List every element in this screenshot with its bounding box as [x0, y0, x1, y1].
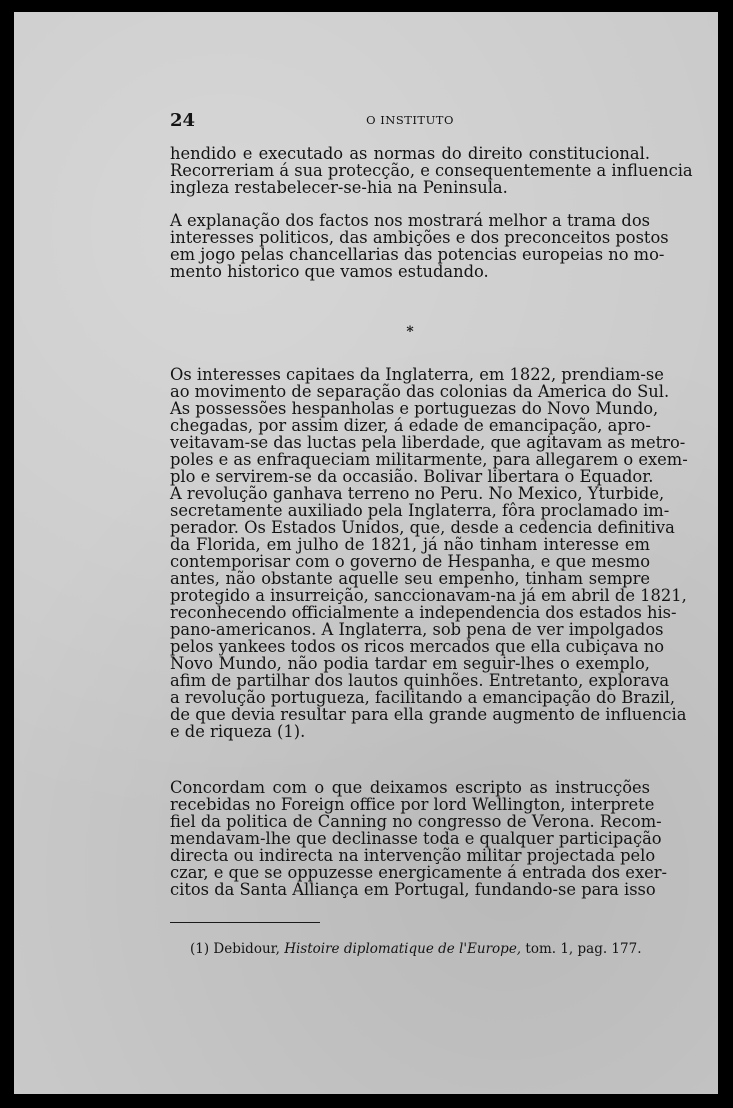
text-line: A explanação dos factos nos mostrará melhor a trama dos	[170, 211, 650, 230]
text-line: citos da Santa Alliança em Portugal, fundando-se para isso	[170, 880, 656, 899]
text-line: Concordam com o que deixamos escripto as instrucções	[170, 778, 650, 797]
text-line: A revolução ganhava terreno no Peru. No Mexico, Yturbide,	[170, 484, 665, 503]
text-line: reconhecendo officialmente a independencia dos estados his-	[170, 603, 677, 622]
footnote-ref: tom. 1, pag. 177.	[521, 941, 642, 957]
paragraph-2	[170, 211, 669, 281]
text-line: pano-americanos. A Inglaterra, sob pena de ver impolgados	[170, 620, 664, 639]
paragraph-4	[170, 778, 668, 899]
text-line: perador. Os Estados Unidos, que, desde a cedencia definitiva	[170, 518, 675, 537]
text-line: a revolução portugueza, facilitando a emancipação do Brazil,	[170, 688, 676, 707]
text-line: plo e servirem-se da occasião. Bolivar libertara o Equador.	[170, 467, 654, 486]
text-line: de que devia resultar para ella grande augmento de influencia	[170, 705, 687, 724]
text-line: chegadas, por assim dizer, á edade de emancipação, apro-	[170, 416, 651, 435]
text-line: ingleza restabelecer-se-hia na Peninsula.	[170, 178, 508, 197]
text-line: czar, e que se oppuzesse energicamente á entrada dos exer-	[170, 863, 668, 882]
text-line: fiel da politica de Canning no congresso de Verona. Recom-	[170, 812, 662, 831]
paragraph-1	[170, 144, 693, 197]
text-line: contemporisar com o governo de Hespanha, e que mesmo	[170, 552, 650, 571]
text-line: antes, não obstante aquelle seu empenho, tinham sempre	[170, 569, 650, 588]
text-line: e de riqueza (1).	[170, 722, 306, 741]
page-header	[170, 110, 650, 132]
section-separator: *	[406, 324, 414, 340]
footnote	[190, 941, 641, 957]
text-line: hendido e executado as normas do direito constitucional.	[170, 144, 650, 163]
footnote-title: Histoire diplomatique de l'Europe,	[284, 941, 522, 957]
text-line: da Florida, em julho de 1821, já não tinham interesse em	[170, 535, 650, 554]
text-line: pelos yankees todos os ricos mercados que ella cubiçava no	[170, 637, 665, 656]
text-line: directa ou indirecta na intervenção militar projectada pelo	[170, 846, 656, 865]
text-line: Recorreriam á sua protecção, e consequentemente a influencia	[170, 161, 693, 180]
page-number: 24	[170, 110, 196, 131]
text-line: protegido a insurreição, sanccionavam-na já em abril de 1821,	[170, 586, 687, 605]
text-line: recebidas no Foreign office por lord Wellington, interprete	[170, 795, 655, 814]
footnote-rule	[170, 922, 320, 923]
text-line: ao movimento de separação das colonias da America do Sul.	[170, 382, 670, 401]
text-line: As possessões hespanholas e portuguezas do Novo Mundo,	[170, 399, 659, 418]
book-page	[14, 12, 718, 1094]
text-line: poles e as enfraqueciam militarmente, para allegarem o exem-	[170, 450, 688, 469]
text-line: em jogo pelas chancellarias das potencias europeias no mo-	[170, 245, 665, 264]
text-line: veitavam-se das luctas pela liberdade, que agitavam as metro-	[170, 433, 686, 452]
text-line: mendavam-lhe que declinasse toda e qualquer participação	[170, 829, 662, 848]
text-line: mento historico que vamos estudando.	[170, 262, 489, 281]
paragraph-3	[170, 365, 688, 741]
text-line: Novo Mundo, não podia tardar em seguir-lhes o exemplo,	[170, 654, 650, 673]
text-line: secretamente auxiliado pela Inglaterra, fôra proclamado im-	[170, 501, 670, 520]
footnote-marker: (1) Debidour,	[190, 941, 285, 957]
running-title: O INSTITUTO	[366, 113, 454, 127]
text-line: interesses politicos, das ambições e dos preconceitos postos	[170, 228, 669, 247]
text-line: afim de partilhar dos lautos quinhões. Entretanto, explorava	[170, 671, 670, 690]
text-line: Os interesses capitaes da Inglaterra, em 1822, prendiam-se	[170, 365, 664, 384]
